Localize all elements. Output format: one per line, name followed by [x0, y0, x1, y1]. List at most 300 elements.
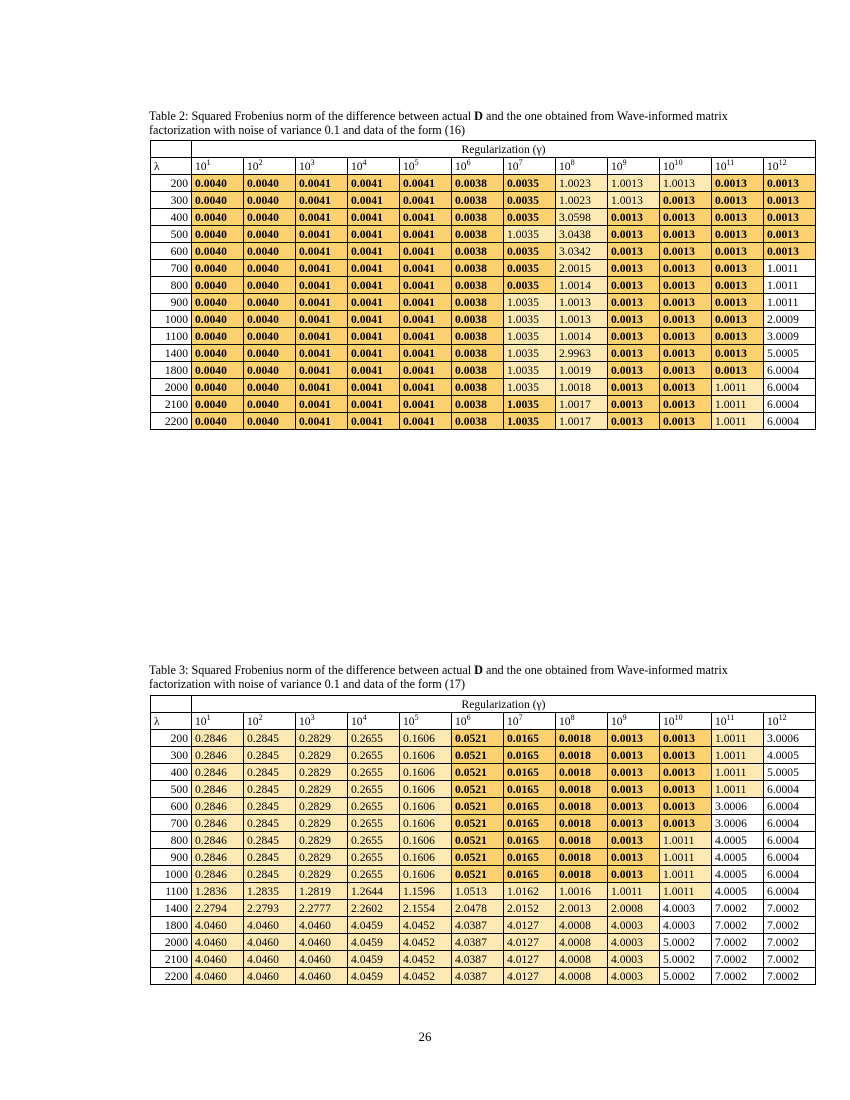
lambda-cell: 1400 — [151, 900, 192, 917]
value-cell: 0.2655 — [348, 815, 400, 832]
table-row — [151, 379, 816, 396]
table3-caption-text-before: Squared Frobenius norm of the difference between actual — [191, 663, 472, 677]
value-cell: 0.0013 — [712, 311, 764, 328]
value-cell: 0.2846 — [192, 798, 244, 815]
table3-gamma-header — [608, 713, 660, 730]
value-cell: 0.2846 — [192, 866, 244, 883]
value-cell: 0.0013 — [660, 311, 712, 328]
value-cell: 0.2846 — [192, 781, 244, 798]
gamma-exponent: 6 — [466, 712, 471, 722]
value-cell: 1.0011 — [712, 781, 764, 798]
lambda-cell: 800 — [151, 277, 192, 294]
gamma-exponent: 3 — [310, 157, 315, 167]
value-cell: 0.0521 — [452, 832, 504, 849]
value-cell: 0.0040 — [192, 175, 244, 192]
value-cell: 1.0011 — [712, 379, 764, 396]
value-cell: 0.2655 — [348, 798, 400, 815]
table3-gamma-header — [348, 713, 400, 730]
value-cell: 2.2602 — [348, 900, 400, 917]
value-cell: 1.0035 — [504, 413, 556, 430]
value-cell: 1.0011 — [660, 866, 712, 883]
value-cell: 3.0006 — [712, 815, 764, 832]
gamma-base: 10 — [455, 159, 467, 173]
table-row — [151, 866, 816, 883]
lambda-cell: 1000 — [151, 866, 192, 883]
value-cell: 1.0016 — [556, 883, 608, 900]
value-cell: 4.0459 — [348, 934, 400, 951]
value-cell: 0.0013 — [764, 192, 816, 209]
value-cell: 1.0162 — [504, 883, 556, 900]
value-cell: 7.0002 — [712, 934, 764, 951]
value-cell: 1.0513 — [452, 883, 504, 900]
value-cell: 0.0041 — [296, 294, 348, 311]
table-row — [151, 260, 816, 277]
table2-caption-text-before: Squared Frobenius norm of the difference between actual — [191, 109, 472, 123]
value-cell: 1.0013 — [660, 175, 712, 192]
table3-gamma-header — [452, 713, 504, 730]
value-cell: 0.0018 — [556, 730, 608, 747]
value-cell: 5.0002 — [660, 968, 712, 985]
table3-caption-text-after: and the one obtained from Wave-informed matrix factorization with noise of variance 0.1 and data of the form (17) — [149, 663, 728, 691]
table-row — [151, 311, 816, 328]
value-cell: 0.0041 — [296, 277, 348, 294]
value-cell: 0.2655 — [348, 747, 400, 764]
value-cell: 0.1606 — [400, 866, 452, 883]
lambda-cell: 600 — [151, 798, 192, 815]
gamma-base: 10 — [715, 714, 727, 728]
value-cell: 0.0013 — [764, 226, 816, 243]
value-cell: 0.2846 — [192, 832, 244, 849]
value-cell: 0.0013 — [764, 175, 816, 192]
table-row — [151, 175, 816, 192]
table3-header-row — [151, 696, 816, 713]
value-cell: 0.0038 — [452, 328, 504, 345]
table2 — [150, 140, 816, 430]
lambda-cell: 1800 — [151, 917, 192, 934]
value-cell: 7.0002 — [712, 951, 764, 968]
value-cell: 4.0127 — [504, 951, 556, 968]
value-cell: 3.0009 — [764, 328, 816, 345]
value-cell: 2.0008 — [608, 900, 660, 917]
table-row — [151, 396, 816, 413]
value-cell: 0.0013 — [712, 175, 764, 192]
table2-gamma-header — [296, 158, 348, 175]
value-cell: 6.0004 — [764, 396, 816, 413]
value-cell: 0.0018 — [556, 764, 608, 781]
value-cell: 1.0014 — [556, 277, 608, 294]
value-cell: 0.2845 — [244, 781, 296, 798]
value-cell: 0.0040 — [244, 379, 296, 396]
gamma-base: 10 — [611, 714, 623, 728]
value-cell: 0.0041 — [296, 396, 348, 413]
value-cell: 0.0038 — [452, 226, 504, 243]
table2-gamma-header — [400, 158, 452, 175]
value-cell: 0.0018 — [556, 815, 608, 832]
value-cell: 4.0003 — [608, 951, 660, 968]
gamma-exponent: 11 — [726, 157, 735, 167]
value-cell: 0.0013 — [712, 345, 764, 362]
value-cell: 2.1554 — [400, 900, 452, 917]
table3-gamma-header — [556, 713, 608, 730]
gamma-exponent: 1 — [206, 157, 211, 167]
value-cell: 0.1606 — [400, 849, 452, 866]
lambda-cell: 400 — [151, 209, 192, 226]
table-row — [151, 900, 816, 917]
value-cell: 1.2644 — [348, 883, 400, 900]
value-cell: 0.0013 — [608, 260, 660, 277]
value-cell: 0.0165 — [504, 730, 556, 747]
gamma-exponent: 2 — [258, 712, 263, 722]
table3-corner-cell — [151, 696, 192, 713]
value-cell: 0.0041 — [348, 209, 400, 226]
table2-gamma-header — [712, 158, 764, 175]
value-cell: 0.0013 — [608, 294, 660, 311]
value-cell: 0.2845 — [244, 815, 296, 832]
value-cell: 0.0013 — [660, 226, 712, 243]
table3-gamma-header — [192, 713, 244, 730]
value-cell: 0.0013 — [660, 396, 712, 413]
value-cell: 0.0041 — [348, 175, 400, 192]
value-cell: 6.0004 — [764, 883, 816, 900]
value-cell: 6.0004 — [764, 832, 816, 849]
gamma-base: 10 — [195, 714, 207, 728]
value-cell: 0.0041 — [296, 226, 348, 243]
value-cell: 0.0013 — [660, 362, 712, 379]
lambda-cell: 200 — [151, 175, 192, 192]
value-cell: 7.0002 — [764, 900, 816, 917]
value-cell: 0.2845 — [244, 866, 296, 883]
value-cell: 1.2835 — [244, 883, 296, 900]
table3-gamma-header — [660, 713, 712, 730]
table-row — [151, 815, 816, 832]
value-cell: 4.0387 — [452, 951, 504, 968]
value-cell: 0.0038 — [452, 311, 504, 328]
gamma-exponent: 5 — [414, 157, 419, 167]
value-cell: 0.0013 — [660, 764, 712, 781]
value-cell: 0.0040 — [192, 379, 244, 396]
table-row — [151, 747, 816, 764]
value-cell: 4.0460 — [244, 951, 296, 968]
value-cell: 0.0041 — [400, 362, 452, 379]
value-cell: 1.2836 — [192, 883, 244, 900]
value-cell: 0.2655 — [348, 730, 400, 747]
value-cell: 0.0038 — [452, 192, 504, 209]
value-cell: 2.2794 — [192, 900, 244, 917]
value-cell: 0.1606 — [400, 815, 452, 832]
table2-caption-symbol: D — [474, 109, 483, 123]
table-row — [151, 209, 816, 226]
value-cell: 0.2829 — [296, 781, 348, 798]
value-cell: 4.0005 — [764, 747, 816, 764]
value-cell: 0.2655 — [348, 781, 400, 798]
lambda-cell: 1000 — [151, 311, 192, 328]
value-cell: 0.0013 — [608, 379, 660, 396]
value-cell: 0.2845 — [244, 849, 296, 866]
value-cell: 0.0013 — [764, 209, 816, 226]
lambda-cell: 200 — [151, 730, 192, 747]
value-cell: 1.0011 — [712, 764, 764, 781]
value-cell: 0.0013 — [712, 277, 764, 294]
value-cell: 2.0478 — [452, 900, 504, 917]
table2-caption — [149, 109, 729, 137]
value-cell: 0.0041 — [296, 209, 348, 226]
value-cell: 0.0013 — [608, 764, 660, 781]
value-cell: 6.0004 — [764, 866, 816, 883]
value-cell: 4.0387 — [452, 934, 504, 951]
value-cell: 0.0013 — [608, 413, 660, 430]
gamma-base: 10 — [351, 714, 363, 728]
gamma-base: 10 — [299, 159, 311, 173]
gamma-base: 10 — [559, 714, 571, 728]
value-cell: 1.0013 — [608, 192, 660, 209]
value-cell: 2.2793 — [244, 900, 296, 917]
value-cell: 0.0040 — [192, 294, 244, 311]
value-cell: 0.0018 — [556, 832, 608, 849]
gamma-base: 10 — [715, 159, 727, 173]
table2-lambda-header: λ — [151, 158, 192, 175]
value-cell: 0.0521 — [452, 815, 504, 832]
value-cell: 0.0041 — [400, 243, 452, 260]
gamma-exponent: 12 — [778, 712, 787, 722]
value-cell: 0.0013 — [608, 311, 660, 328]
value-cell: 0.0041 — [296, 175, 348, 192]
table-row — [151, 294, 816, 311]
table-row — [151, 883, 816, 900]
value-cell: 0.0013 — [712, 362, 764, 379]
page-number: 26 — [418, 1029, 432, 1044]
value-cell: 4.0460 — [296, 951, 348, 968]
table2-gamma-row — [151, 158, 816, 175]
value-cell: 0.0040 — [244, 175, 296, 192]
value-cell: 0.2846 — [192, 730, 244, 747]
table-row — [151, 345, 816, 362]
value-cell: 1.0011 — [712, 396, 764, 413]
value-cell: 0.2829 — [296, 764, 348, 781]
value-cell: 0.0041 — [348, 243, 400, 260]
value-cell: 0.0040 — [244, 243, 296, 260]
value-cell: 0.2829 — [296, 849, 348, 866]
table-row — [151, 951, 816, 968]
value-cell: 3.0006 — [712, 798, 764, 815]
value-cell: 0.0041 — [348, 413, 400, 430]
value-cell: 0.0041 — [348, 192, 400, 209]
value-cell: 0.0013 — [608, 243, 660, 260]
value-cell: 4.0452 — [400, 917, 452, 934]
gamma-base: 10 — [247, 159, 259, 173]
lambda-cell: 1100 — [151, 328, 192, 345]
value-cell: 0.0035 — [504, 192, 556, 209]
value-cell: 0.0013 — [660, 798, 712, 815]
value-cell: 0.0013 — [608, 277, 660, 294]
value-cell: 0.0041 — [400, 226, 452, 243]
value-cell: 0.2829 — [296, 747, 348, 764]
value-cell: 0.0041 — [348, 260, 400, 277]
value-cell: 0.0013 — [712, 260, 764, 277]
value-cell: 2.2777 — [296, 900, 348, 917]
value-cell: 1.0035 — [504, 294, 556, 311]
value-cell: 4.0003 — [660, 917, 712, 934]
value-cell: 0.0041 — [348, 294, 400, 311]
value-cell: 0.0521 — [452, 781, 504, 798]
value-cell: 0.0013 — [608, 815, 660, 832]
value-cell: 4.0008 — [556, 917, 608, 934]
value-cell: 0.0040 — [244, 362, 296, 379]
value-cell: 0.2829 — [296, 815, 348, 832]
value-cell: 0.0013 — [712, 192, 764, 209]
value-cell: 0.0040 — [192, 362, 244, 379]
table2-gamma-header — [192, 158, 244, 175]
value-cell: 3.0342 — [556, 243, 608, 260]
gamma-exponent: 9 — [622, 157, 627, 167]
value-cell: 0.0013 — [660, 747, 712, 764]
value-cell: 0.0040 — [244, 345, 296, 362]
value-cell: 0.0013 — [712, 294, 764, 311]
value-cell: 3.0598 — [556, 209, 608, 226]
value-cell: 0.0018 — [556, 747, 608, 764]
value-cell: 0.0013 — [712, 243, 764, 260]
value-cell: 4.0460 — [192, 917, 244, 934]
table2-gamma-header — [504, 158, 556, 175]
value-cell: 0.0040 — [192, 192, 244, 209]
value-cell: 4.0460 — [192, 951, 244, 968]
value-cell: 1.0011 — [712, 747, 764, 764]
value-cell: 0.0038 — [452, 294, 504, 311]
value-cell: 2.9963 — [556, 345, 608, 362]
gamma-base: 10 — [507, 159, 519, 173]
value-cell: 0.0040 — [244, 277, 296, 294]
value-cell: 4.0460 — [296, 917, 348, 934]
value-cell: 0.2655 — [348, 832, 400, 849]
table2-body — [151, 141, 816, 430]
table-row — [151, 764, 816, 781]
lambda-cell: 500 — [151, 226, 192, 243]
table2-gamma-header — [660, 158, 712, 175]
table3-gamma-header — [504, 713, 556, 730]
value-cell: 0.0040 — [192, 277, 244, 294]
lambda-cell: 600 — [151, 243, 192, 260]
value-cell: 4.0127 — [504, 968, 556, 985]
table2-corner-cell — [151, 141, 192, 158]
value-cell: 4.0452 — [400, 951, 452, 968]
value-cell: 0.0521 — [452, 730, 504, 747]
lambda-cell: 700 — [151, 815, 192, 832]
lambda-cell: 1100 — [151, 883, 192, 900]
value-cell: 0.0040 — [244, 226, 296, 243]
value-cell: 0.0038 — [452, 175, 504, 192]
value-cell: 1.0017 — [556, 396, 608, 413]
value-cell: 0.0041 — [400, 328, 452, 345]
value-cell: 0.0165 — [504, 781, 556, 798]
value-cell: 0.2829 — [296, 832, 348, 849]
table3-caption — [149, 663, 729, 691]
table3-body — [151, 696, 816, 985]
value-cell: 0.0041 — [348, 277, 400, 294]
value-cell: 0.0038 — [452, 413, 504, 430]
value-cell: 0.0041 — [400, 260, 452, 277]
lambda-cell: 900 — [151, 294, 192, 311]
value-cell: 0.0040 — [192, 396, 244, 413]
value-cell: 0.0013 — [608, 866, 660, 883]
value-cell: 0.0013 — [660, 815, 712, 832]
value-cell: 0.0165 — [504, 866, 556, 883]
lambda-cell: 2000 — [151, 934, 192, 951]
value-cell: 4.0460 — [244, 934, 296, 951]
value-cell: 0.0013 — [660, 413, 712, 430]
value-cell: 0.0040 — [192, 328, 244, 345]
value-cell: 0.0521 — [452, 747, 504, 764]
value-cell: 4.0005 — [712, 866, 764, 883]
value-cell: 0.0013 — [660, 260, 712, 277]
table2-caption-text-after: and the one obtained from Wave-informed matrix factorization with noise of variance 0.1 and data of the form (16) — [149, 109, 728, 137]
value-cell: 4.0460 — [296, 968, 348, 985]
lambda-cell: 2000 — [151, 379, 192, 396]
value-cell: 0.0041 — [400, 396, 452, 413]
value-cell: 1.0023 — [556, 192, 608, 209]
value-cell: 0.0041 — [400, 413, 452, 430]
value-cell: 0.0040 — [192, 260, 244, 277]
value-cell: 6.0004 — [764, 798, 816, 815]
gamma-exponent: 12 — [778, 157, 787, 167]
value-cell: 0.2846 — [192, 764, 244, 781]
value-cell: 0.0041 — [296, 379, 348, 396]
value-cell: 1.0035 — [504, 362, 556, 379]
value-cell: 0.1606 — [400, 798, 452, 815]
table3-gamma-row — [151, 713, 816, 730]
value-cell: 0.0018 — [556, 798, 608, 815]
value-cell: 0.0040 — [244, 209, 296, 226]
value-cell: 0.0018 — [556, 866, 608, 883]
value-cell: 0.0013 — [660, 345, 712, 362]
value-cell: 0.2845 — [244, 730, 296, 747]
value-cell: 4.0005 — [712, 832, 764, 849]
value-cell: 0.2846 — [192, 849, 244, 866]
value-cell: 6.0004 — [764, 815, 816, 832]
value-cell: 1.0011 — [608, 883, 660, 900]
value-cell: 4.0459 — [348, 951, 400, 968]
value-cell: 0.0038 — [452, 209, 504, 226]
gamma-exponent: 1 — [206, 712, 211, 722]
value-cell: 4.0387 — [452, 968, 504, 985]
value-cell: 0.0040 — [192, 209, 244, 226]
value-cell: 0.0038 — [452, 362, 504, 379]
gamma-base: 10 — [663, 159, 675, 173]
gamma-exponent: 7 — [518, 157, 523, 167]
lambda-cell: 1400 — [151, 345, 192, 362]
gamma-base: 10 — [403, 159, 415, 173]
value-cell: 5.0002 — [660, 934, 712, 951]
value-cell: 0.2845 — [244, 798, 296, 815]
value-cell: 0.0038 — [452, 345, 504, 362]
value-cell: 1.0011 — [712, 730, 764, 747]
gamma-exponent: 5 — [414, 712, 419, 722]
value-cell: 0.0165 — [504, 849, 556, 866]
value-cell: 0.0038 — [452, 277, 504, 294]
table-row — [151, 781, 816, 798]
value-cell: 4.0452 — [400, 934, 452, 951]
gamma-base: 10 — [299, 714, 311, 728]
value-cell: 0.2845 — [244, 747, 296, 764]
value-cell: 6.0004 — [764, 379, 816, 396]
table2-gamma-header — [452, 158, 504, 175]
value-cell: 0.0041 — [296, 328, 348, 345]
value-cell: 1.0011 — [660, 883, 712, 900]
value-cell: 0.0013 — [660, 243, 712, 260]
value-cell: 0.0018 — [556, 781, 608, 798]
value-cell: 6.0004 — [764, 362, 816, 379]
gamma-base: 10 — [507, 714, 519, 728]
table-row — [151, 730, 816, 747]
table3-gamma-header — [712, 713, 764, 730]
